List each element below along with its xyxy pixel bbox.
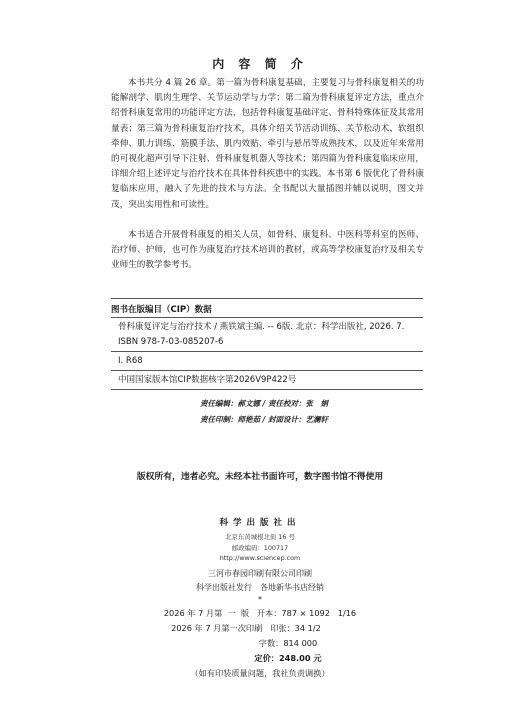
cip-record-number: 中国国家版本馆CIP数据核字第2026V9P422号 [118,375,297,385]
cip-mid-divider [111,351,423,352]
distribution-line: 科学出版社发行 各地新华书店经销 [196,583,324,592]
intro-paragraph-1: 本书共分 4 篇 26 章。第一篇为骨科康复基础，主要复习与骨科康复相关的功能解剖学、肌肉生理学、关节运动学与力学；第二篇为骨科康复评定方法，重点介绍骨科康复常用的功能评定方法，包括骨科康复基础评定、骨科特殊体征及其常用量表；第三篇为骨科康复治疗技术，具体介绍关节活动训练、关节松动术、软组织牵伸、肌力训练、筋膜手法、肌内效贴、牵引与悬吊等成熟技术，以及近年来常用的可视化超声引导下注射、骨科康复机器人等技术；第四篇为骨科康复临床应用，详细介绍上述评定与治疗技术在具体骨科疾患中的实践。本书第 6 版优化了骨科康复临床应用，融入了先进的技术与方法。全书配以大量插图并辅以说明，图文并茂，突出实用性和可读性。 [111,78,424,210]
edition-line: 2026 年 7 月第 一 版 开本：787 × 1092 1/16 [163,608,357,618]
copyright-notice: 版权所有，违者必究。未经本社书面许可，数字图书馆不得使用 [136,472,384,482]
cip-lower-divider [111,370,423,371]
intro-paragraph-2: 本书适合开展骨科康复的相关人员，如骨科、康复科、中医科等科室的医师、治疗师、护师，也可作为康复治疗技术培训的教材，或高等学校康复治疗及相关专业师生的教学参考书。 [111,230,424,271]
credits-production: 责任印制：师艳茹 / 封面设计：艺澜轩 [200,415,328,424]
printing-line: 2026 年 7 月第一次印刷 印张：34 1/2 [171,623,321,633]
cip-bottom-divider [111,389,423,390]
cip-isbn: ISBN 978-7-03-085207-6 [118,337,224,347]
cip-catalog-line: 骨科康复评定与治疗技术 / 燕铁斌主编. -- 6版. 北京：科学出版社, 2026. 7. [118,322,405,332]
cip-heading: 图书在版编目（CIP）数据 [111,305,212,315]
word-count: 字数：814 000 [258,638,318,648]
printer-line: 三河市春园印刷有限公司印刷 [208,569,312,578]
cip-heading-divider [111,317,423,318]
publisher-address: 北京东黄城根北街 16 号 [225,533,295,541]
publisher-postcode: 邮政编码：100717 [231,544,289,552]
page-title: 内 容 简 介 [212,57,308,71]
publisher-website: http://www.sciencep.com [219,554,301,562]
cip-top-divider [111,298,423,299]
price: 定价：248.00 元 [254,653,322,663]
publisher-name: 科学出版社出 [219,518,301,528]
cip-classification: Ⅰ. R68 [118,356,143,366]
separator-star: * [258,595,262,604]
quality-notice: （如有印装质量问题，我社负责调换） [190,668,330,678]
credits-editors: 责任编辑：郝文娜 / 责任校对：张 娟 [200,399,328,408]
